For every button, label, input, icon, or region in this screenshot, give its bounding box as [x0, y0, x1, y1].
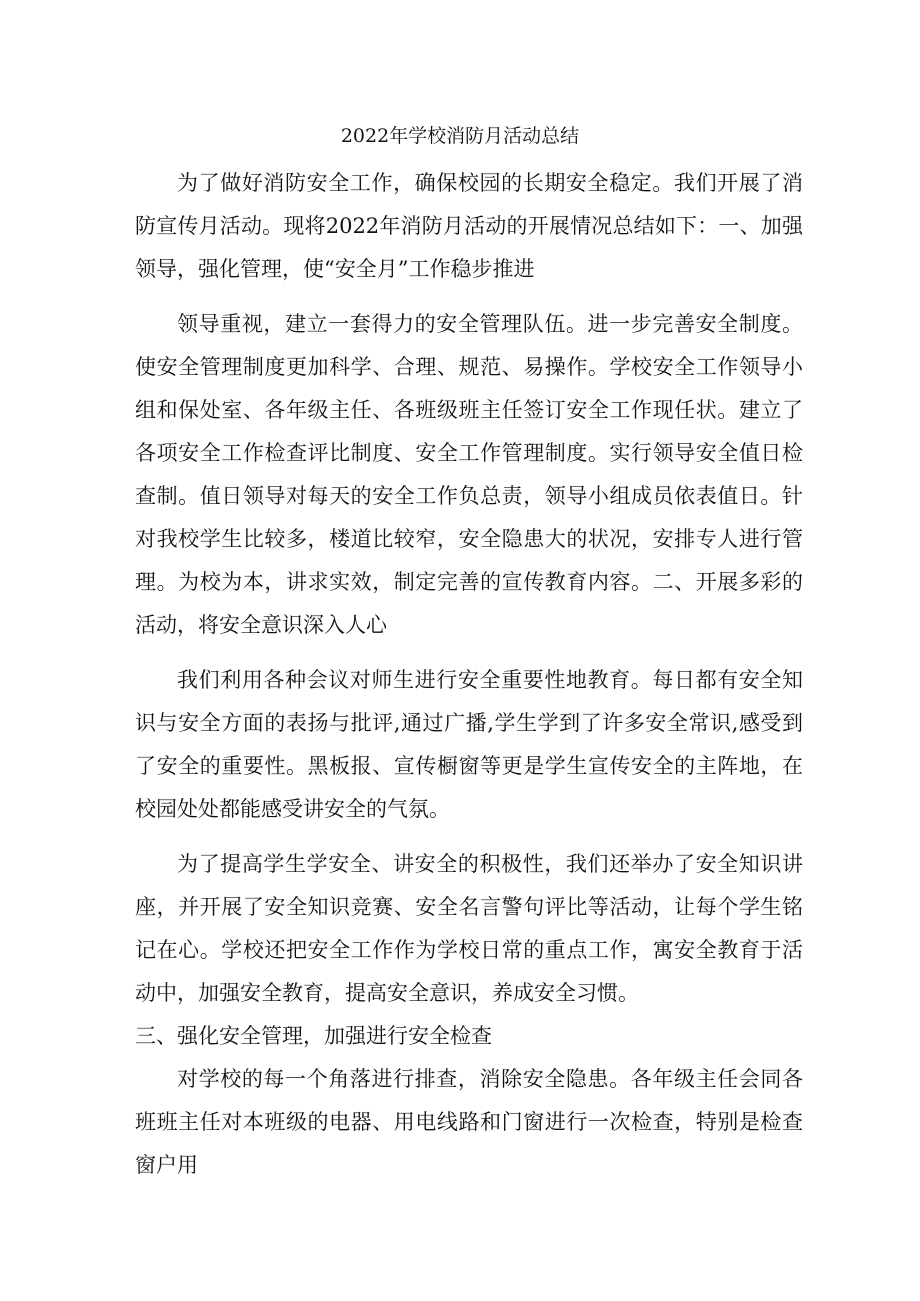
document-title: 2022年学校消防月活动总结: [340, 125, 580, 147]
paragraph-leadership: 领导重视，建立一套得力的安全管理队伍。进一步完善安全制度。使安全管理制度更加科学、合理、规范、易操作。学校安全工作领导小组和保处室、各年级主任、各班级班主任签订安全工作现任状。建立了各项安全工作检查评比制度、安全工作管理制度。实行领导安全值日检查制。值日领导对每天的安全工作负总责，领导小组成员依表值日。针对我校学生比较多，楼道比较窄，安全隐患大的状况，安排专人进行管理。为校为本，讲求实效，制定完善的宣传教育内容。二、开展多彩的活动，将安全意识深入人心: [135, 312, 803, 637]
paragraph-intro: 为了做好消防安全工作，确保校园的长期安全稳定。我们开展了消防宣传月活动。现将2022年消防月活动的开展情况总结如下：一、加强领导，强化管理，使“安全月”工作稳步推进: [135, 171, 803, 281]
paragraph-education: 我们利用各种会议对师生进行安全重要性地教育。每日都有安全知识与安全方面的表扬与批评,通过广播,学生学到了许多安全常识,感受到了安全的重要性。黑板报、宣传橱窗等更是学生宣传安全的主阵地，在校园处处都能感受讲安全的气氛。: [135, 668, 803, 821]
section-heading-inspection: 三、强化安全管理，加强进行安全检查: [135, 1024, 492, 1048]
paragraph-inspection: 对学校的每一个角落进行排查，消除安全隐患。各年级主任会同各班班主任对本班级的电器、用电线路和门窗进行一次检查，特别是检查窗户用: [135, 1067, 803, 1177]
document-body: [135, 162, 803, 1187]
paragraph-activities: 为了提高学生学安全、讲安全的积极性，我们还举办了安全知识讲座，并开展了安全知识竞赛、安全名言警句评比等活动，让每个学生铭记在心。学校还把安全工作作为学校日常的重点工作，寓安全教育于活动中，加强安全教育，提高安全意识，养成安全习惯。: [135, 852, 803, 1005]
